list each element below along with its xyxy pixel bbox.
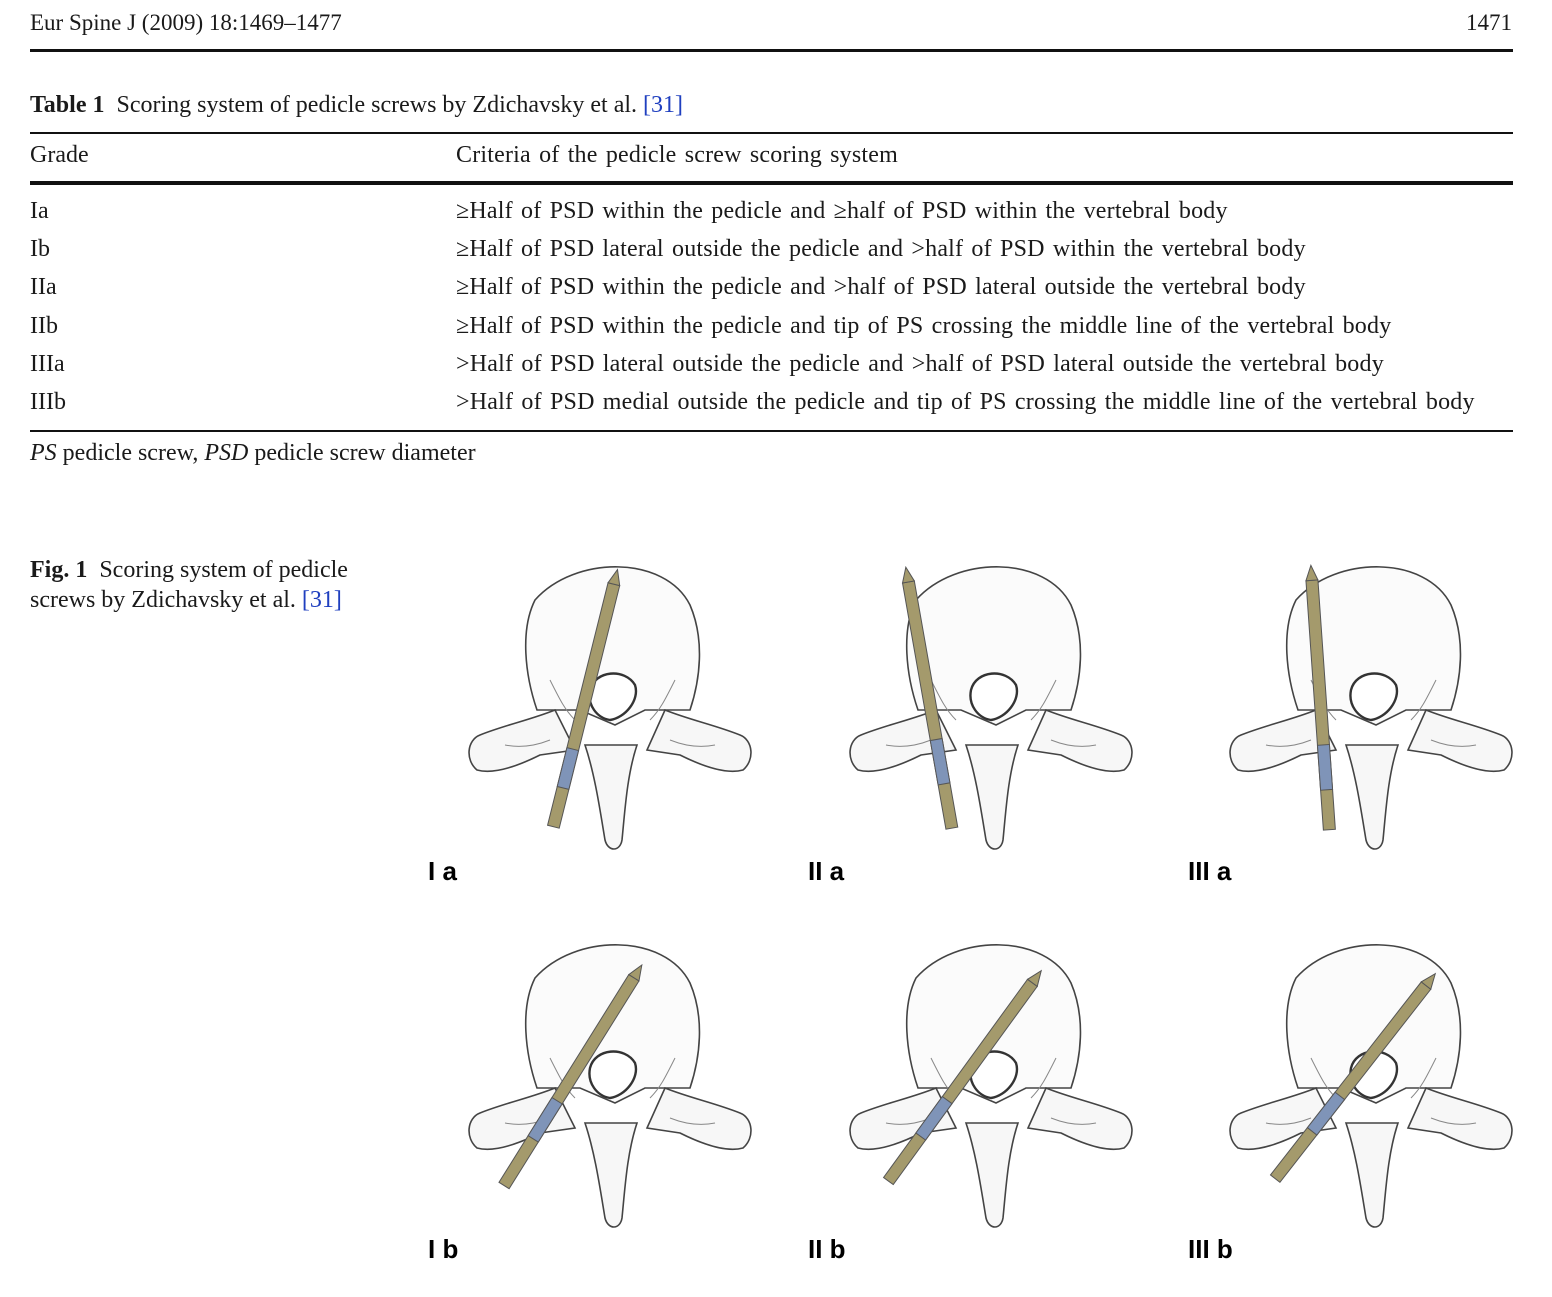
table-label: Table 1 (30, 92, 105, 118)
table-cell-grade: IIb (30, 313, 58, 339)
column-header-criteria: Criteria of the pedicle screw scoring system (456, 142, 898, 168)
figure-panel-ia (465, 560, 765, 870)
footnote-def-psd: pedicle screw diameter (248, 440, 476, 466)
vertebra-screw-illustration (465, 560, 765, 870)
vertebra-screw-illustration (1226, 560, 1526, 870)
figure-panel-iib (846, 938, 1146, 1248)
footnote-def-ps: pedicle screw, (56, 440, 205, 466)
figure-citation-link[interactable]: [31] (301, 587, 342, 613)
panel-label: III b (1188, 1234, 1233, 1264)
page-number: 1471 (1466, 10, 1512, 35)
table-cell-criteria: ≥Half of PSD within the pedicle and tip of PS crossing the middle line of the vertebral body (456, 313, 1392, 339)
footnote-abbr-psd: PSD (204, 440, 249, 466)
table-cell-criteria: ≥Half of PSD within the pedicle and >half of PSD lateral outside the vertebral body (456, 274, 1306, 300)
table-cell-grade: IIa (30, 274, 57, 300)
figure-panel-iiib (1226, 938, 1526, 1248)
figure-label: Fig. 1 (30, 557, 88, 583)
footnote-abbr-ps: PS (30, 440, 57, 466)
panel-label: III a (1188, 856, 1232, 886)
column-header-grade: Grade (30, 142, 89, 168)
vertebra-screw-illustration (846, 560, 1146, 870)
table-bottom-rule (30, 430, 1513, 432)
figure-panel-iia (846, 560, 1146, 870)
panel-label: II a (808, 856, 845, 886)
table-cell-criteria: ≥Half of PSD within the pedicle and ≥half of PSD within the vertebral body (456, 198, 1228, 224)
vertebra-screw-illustration (846, 938, 1146, 1248)
table-cell-grade: IIIa (30, 351, 65, 377)
vertebra-screw-illustration (1226, 938, 1526, 1248)
panel-label: II b (808, 1234, 846, 1264)
table-caption (30, 92, 683, 119)
table-cell-grade: IIIb (30, 389, 66, 415)
panel-label: I b (428, 1234, 459, 1264)
figure-panel-ib (465, 938, 765, 1248)
table-cell-grade: Ia (30, 198, 49, 224)
table-cell-criteria: ≥Half of PSD lateral outside the pedicle and >half of PSD within the vertebral body (456, 236, 1306, 262)
vertebra-screw-illustration (465, 938, 765, 1248)
header-rule (30, 49, 1513, 52)
panel-label: I a (428, 856, 457, 886)
table-citation-link[interactable]: [31] (643, 92, 684, 118)
table-top-rule (30, 132, 1513, 134)
figure-caption (30, 555, 360, 615)
table-footnote (30, 440, 476, 467)
figure-caption-text: Scoring system of pedicle screws by Zdichavsky et al. (30, 557, 348, 613)
table-cell-grade: Ib (30, 236, 50, 262)
table-header-rule (30, 181, 1513, 185)
table-caption-text: Scoring system of pedicle screws by Zdichavsky et al. (116, 92, 638, 118)
table-cell-criteria: >Half of PSD medial outside the pedicle and tip of PS crossing the middle line of the vertebral body (456, 389, 1475, 415)
figure-panel-iiia (1226, 560, 1526, 870)
journal-header: Eur Spine J (2009) 18:1469–1477 (30, 10, 342, 35)
table-cell-criteria: >Half of PSD lateral outside the pedicle and >half of PSD lateral outside the vertebral body (456, 351, 1384, 377)
